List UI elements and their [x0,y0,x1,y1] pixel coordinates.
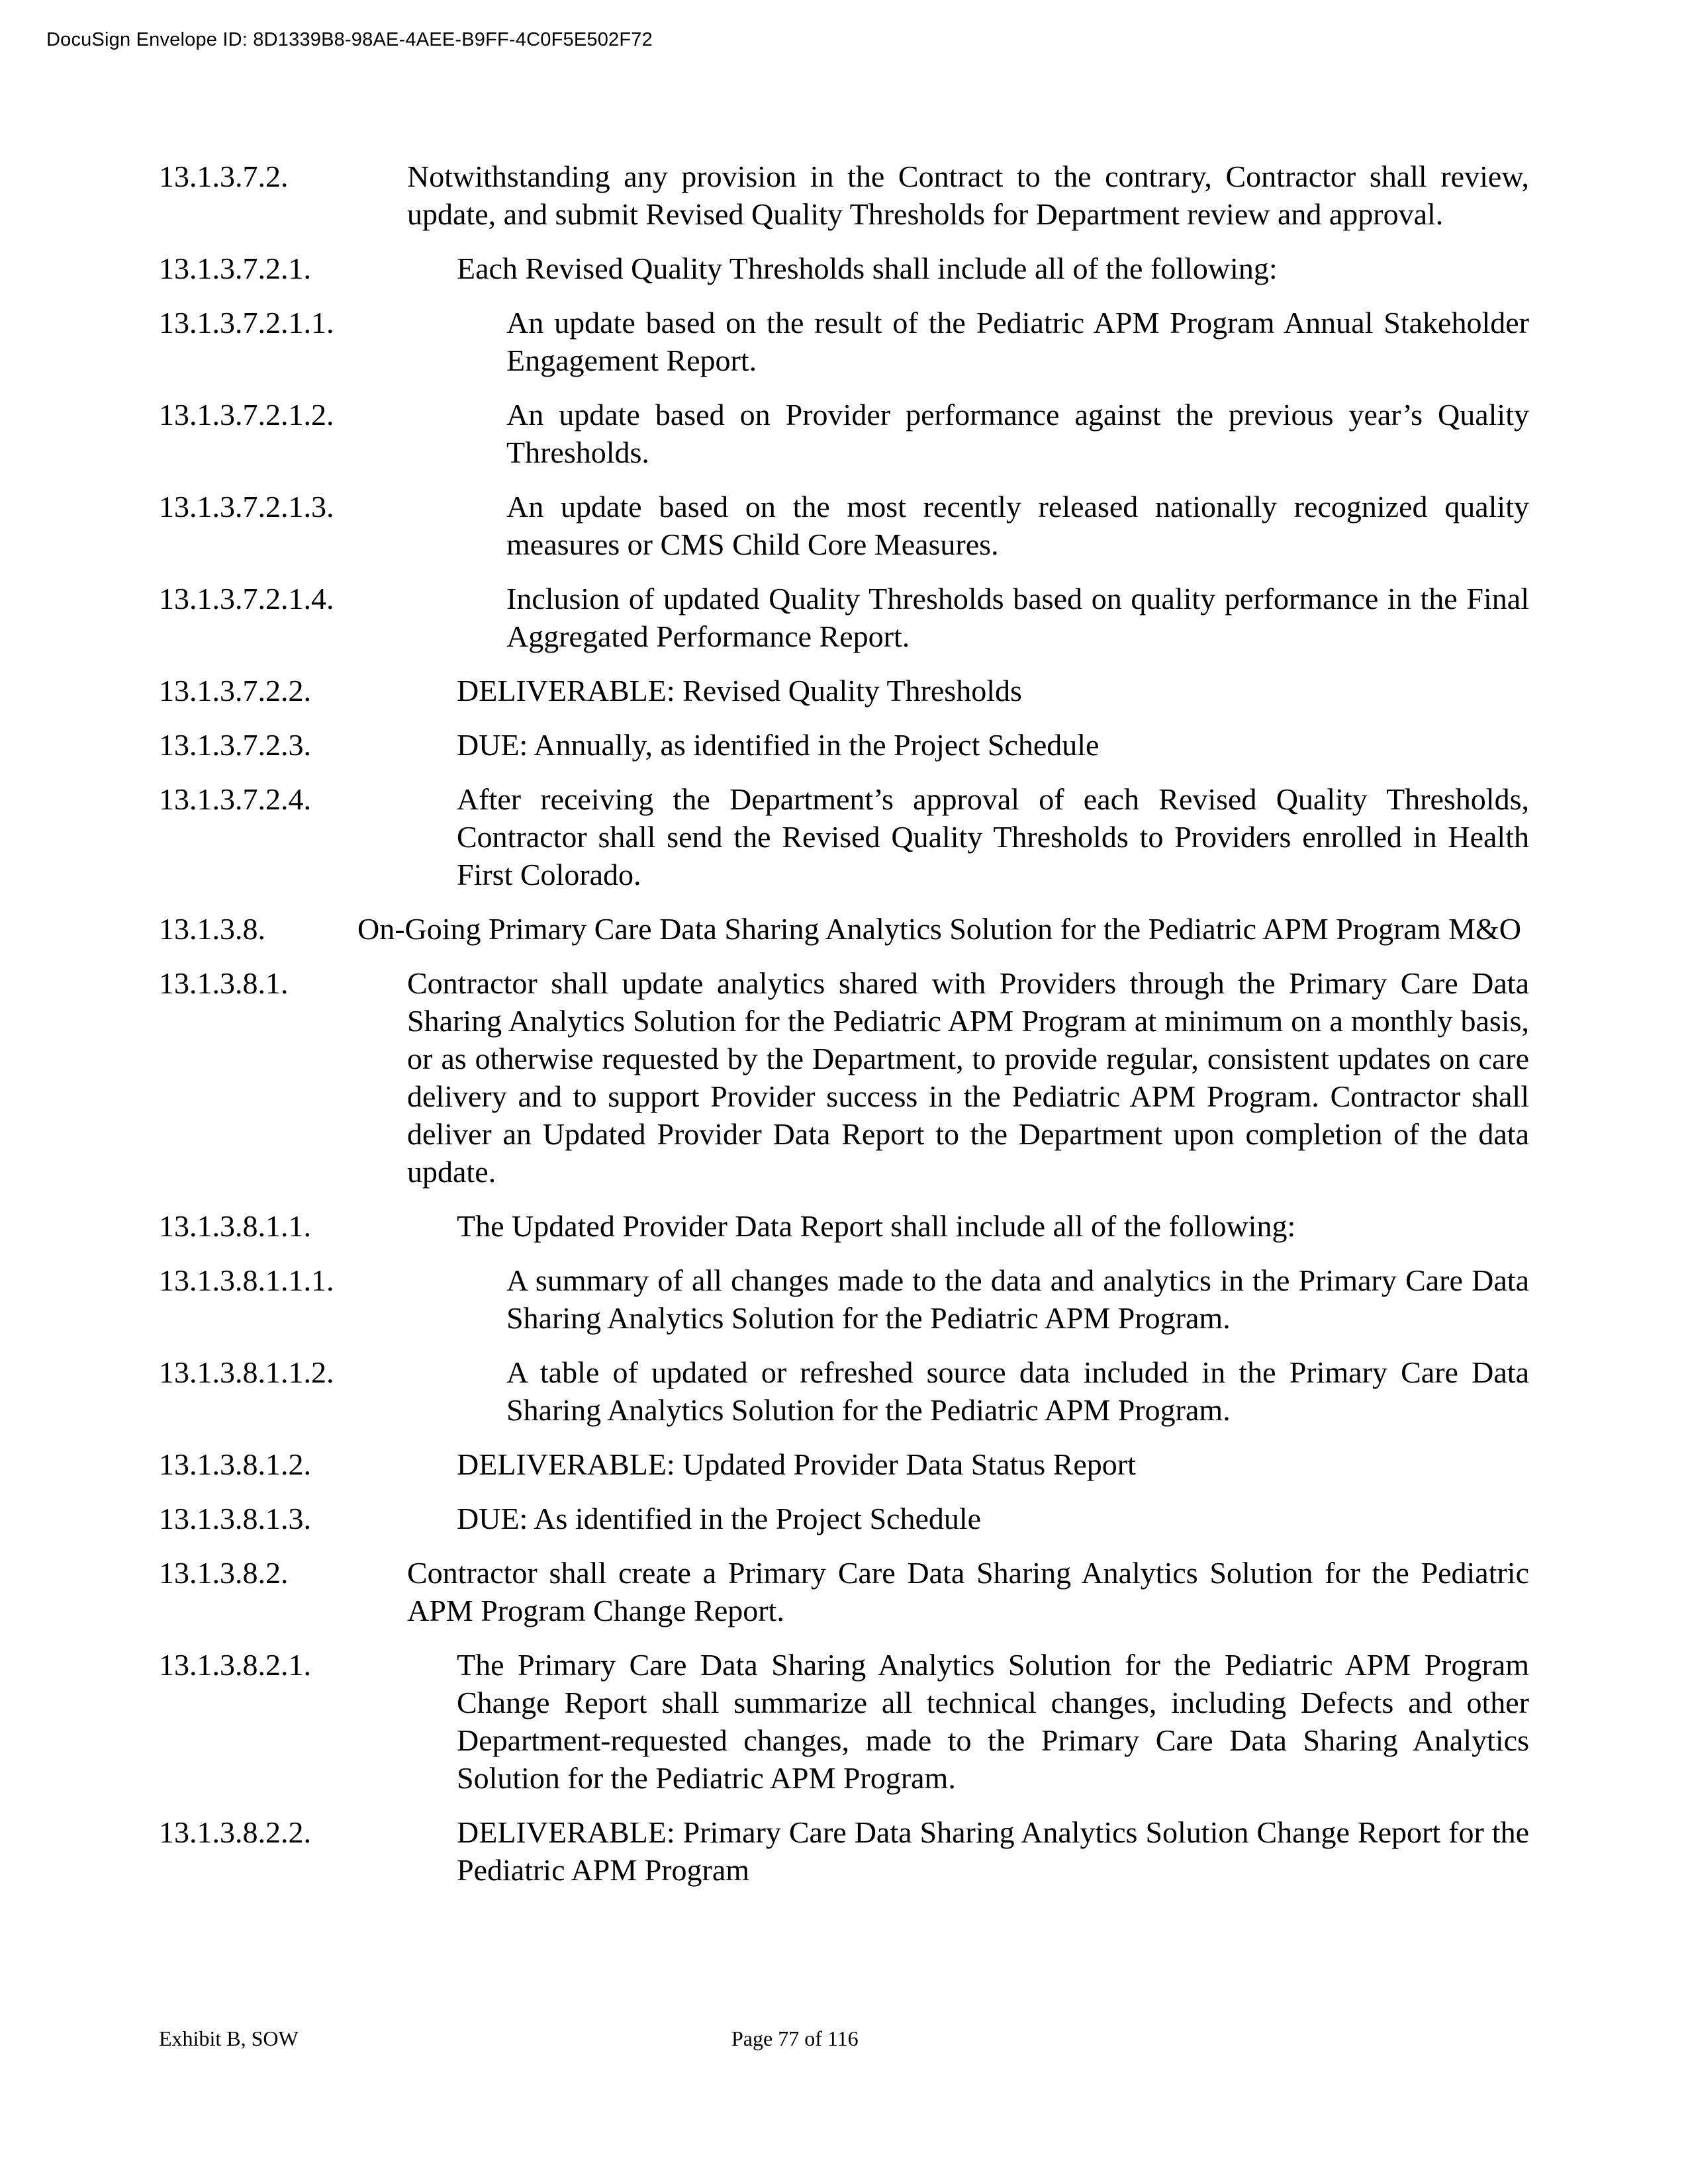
section-text: A table of updated or refreshed source data included in the Primary Care Data Sharing Analytics Solution for the Pediatric APM Program. [506,1355,1529,1427]
section-number: 13.1.3.8.1. [159,966,289,1000]
section-item [159,158,1529,233]
section-number: 13.1.3.7.2.4. [159,782,311,816]
section-text: On-Going Primary Care Data Sharing Analytics Solution for the Pediatric APM Program M&O [357,912,1521,946]
footer-page-number: Page 77 of 116 [731,2026,859,2050]
section-number: 13.1.3.8.2. [159,1556,289,1590]
section-text: The Updated Provider Data Report shall include all of the following: [457,1209,1296,1243]
section-text: An update based on the result of the Pediatric APM Program Annual Stakeholder Engagement Report. [506,306,1529,377]
section-item [159,1554,1529,1629]
section-text: Inclusion of updated Quality Thresholds based on quality performance in the Final Aggregated Performance Report. [506,582,1529,653]
section-number: 13.1.3.7.2.1.2. [159,398,334,432]
section-text: Contractor shall update analytics shared with Providers through the Primary Care Data Sharing Analytics Solution for the Pediatric APM Program at minimum on a monthly basis, or as otherwise requested by the Department, to provide regular, consistent updates on care delivery and to support Provider success in the Pediatric APM Program. Contractor shall deliver an Updated Provider Data Report to the Department upon completion of the data update. [407,966,1529,1189]
section-text: The Primary Care Data Sharing Analytics Solution for the Pediatric APM Program Change Report shall summarize all technical changes, including Defects and other Department-requested changes, made to the Primary Care Data Sharing Analytics Solution for the Pediatric APM Program. [457,1648,1529,1795]
section-text: A summary of all changes made to the data and analytics in the Primary Care Data Sharing Analytics Solution for the Pediatric APM Program. [506,1263,1529,1335]
section-text: DELIVERABLE: Updated Provider Data Status Report [457,1447,1136,1481]
section-number: 13.1.3.8. [159,912,265,946]
section-text: DELIVERABLE: Primary Care Data Sharing Analytics Solution Change Report for the Pediatric APM Program [457,1815,1529,1887]
section-item [159,1500,1529,1537]
section-item [159,780,1529,893]
section-item [159,1646,1529,1797]
section-item [159,1813,1529,1889]
section-item [159,672,1529,709]
section-text: After receiving the Department’s approval of each Revised Quality Thresholds, Contractor shall send the Revised Quality Thresholds to Providers enrolled in Health First Colorado. [457,782,1529,891]
section-number: 13.1.3.8.2.1. [159,1648,311,1682]
section-text: DELIVERABLE: Revised Quality Thresholds [457,674,1022,707]
section-number: 13.1.3.7.2.1.3. [159,490,334,523]
section-number: 13.1.3.7.2.1.4. [159,582,334,615]
section-number: 13.1.3.8.1.2. [159,1447,311,1481]
section-text: Contractor shall create a Primary Care Data Sharing Analytics Solution for the Pediatric APM Program Change Report. [407,1556,1529,1627]
section-text: Notwithstanding any provision in the Contract to the contrary, Contractor shall review, update, and submit Revised Quality Thresholds for Department review and approval. [407,159,1529,231]
section-item [159,304,1529,379]
section-item [159,1353,1529,1429]
section-text: DUE: As identified in the Project Schedule [457,1502,982,1535]
section-item [159,1261,1529,1337]
section-item [159,580,1529,655]
section-text: An update based on the most recently released nationally recognized quality measures or CMS Child Core Measures. [506,490,1529,561]
section-item [159,1445,1529,1483]
section-item [159,1207,1529,1245]
section-item [159,726,1529,764]
section-text: An update based on Provider performance against the previous year’s Quality Thresholds. [506,398,1529,469]
section-item [159,396,1529,471]
section-number: 13.1.3.8.2.2. [159,1815,311,1849]
section-number: 13.1.3.8.1.3. [159,1502,311,1535]
section-item [159,250,1529,287]
section-number: 13.1.3.7.2. [159,159,289,193]
section-text: DUE: Annually, as identified in the Project Schedule [457,728,1100,762]
section-item [159,910,1529,948]
docusign-envelope-id: DocuSign Envelope ID: 8D1339B8-98AE-4AEE-B9FF-4C0F5E502F72 [46,29,653,50]
section-number: 13.1.3.7.2.1. [159,251,311,285]
section-number: 13.1.3.7.2.2. [159,674,311,707]
document-body [159,158,1529,1905]
section-number: 13.1.3.8.1.1.2. [159,1355,334,1389]
section-number: 13.1.3.7.2.1.1. [159,306,334,340]
section-number: 13.1.3.8.1.1.1. [159,1263,334,1297]
footer-exhibit-label: Exhibit B, SOW [159,2026,299,2050]
section-item [159,964,1529,1191]
section-number: 13.1.3.7.2.3. [159,728,311,762]
section-number: 13.1.3.8.1.1. [159,1209,311,1243]
section-text: Each Revised Quality Thresholds shall include all of the following: [457,251,1278,285]
section-item [159,488,1529,563]
